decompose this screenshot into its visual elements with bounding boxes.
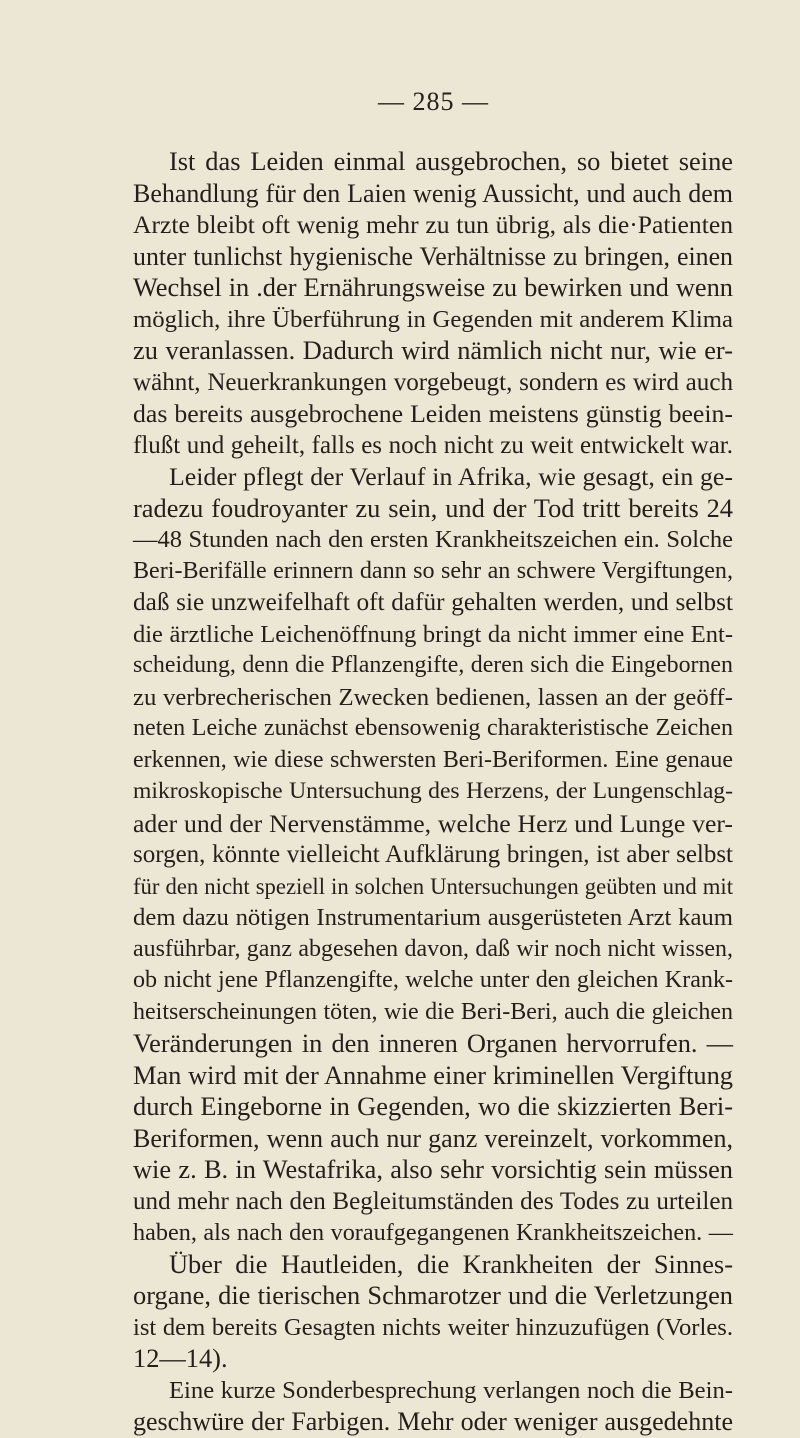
text-line: Ist das Leiden einmal ausgebrochen, so bietet seine [169,146,733,176]
text-line: möglich, ihre Überführung in Gegenden mit anderem Klima [133,305,733,333]
text-line: flußt und geheilt, falls es noch nicht zu weit entwickelt war. [133,431,733,459]
text-line: neten Leiche zunächst ebensowenig charakteristische Zeichen [133,715,733,741]
text-line: ausführbar, ganz abgesehen davon, daß wir noch nicht wissen, [133,935,733,962]
text-line: sorgen, könnte vielleicht Aufklärung bringen, ist aber selbst [133,841,733,868]
text-line: Leider pflegt der Verlauf in Afrika, wie gesagt, ein ge- [169,462,733,491]
text-line: ist dem bereits Gesagten nichts weiter hinzuzufügen (Vorles. [133,1313,733,1341]
text-line: Wechsel in .der Ernährungsweise zu bewirken und wenn [133,272,733,302]
text-line: Man wird mit der Annahme einer kriminellen Vergiftung [133,1059,733,1090]
text-line: wie z. B. in Westafrika, also sehr vorsichtig sein müssen [133,1154,733,1184]
text-line: unter tunlichst hygienische Verhältnisse zu bringen, einen [133,241,733,271]
text-line: Beriformen, wenn auch nur ganz vereinzelt, vorkommen, [133,1123,733,1153]
text-line: organe, die tierischen Schmarotzer und die Verletzungen [133,1280,733,1310]
text-line: —48 Stunden nach den ersten Krankheitszeichen ein. Solche [133,526,733,553]
text-line: Eine kurze Sonderbesprechung verlangen noch die Bein- [169,1376,733,1404]
text-line: Veränderungen in den inneren Organen hervorrufen. — [133,1028,733,1058]
text-line: das bereits ausgebrochene Leiden meistens günstig beein- [133,399,733,428]
text-line: für den nicht speziell in solchen Untersuchungen geübten und mit [133,873,733,899]
text-line: ob nicht jene Pflanzengifte, welche unter den gleichen Krank- [133,967,733,993]
text-line: durch Eingeborne in Gegenden, wo die skizzierten Beri- [133,1091,733,1121]
text-line: radezu foudroyanter zu sein, und der Tod tritt bereits 24 [133,492,733,523]
text-line: ader und der Nervenstämme, welche Herz und Lunge ver- [133,808,733,838]
body-text [133,146,733,1438]
text-line: geschwüre der Farbigen. Mehr oder weniger ausgedehnte [133,1407,733,1436]
text-line: dem dazu nötigen Instrumentarium ausgerüsteten Arzt kaum [133,904,733,931]
text-line: 12—14). [133,1343,228,1373]
paragraph-course [133,461,733,1249]
page-number: — 285 — [378,87,489,116]
text-line: haben, als nach den voraufgegangenen Krankheitszeichen. — [133,1219,733,1246]
paragraph-leg-ulcers [133,1375,733,1438]
text-line: erkennen, wie diese schwersten Beri-Beriformen. Eine genaue [133,746,733,773]
text-line: Über die Hautleiden, die Krankheiten der Sinnes- [169,1248,733,1279]
text-line: Behandlung für den Laien wenig Aussicht, und auch dem [133,178,733,208]
text-line: mikroskopische Untersuchung des Herzens, der Lungenschlag- [133,778,733,804]
text-line: scheidung, denn die Pflanzengifte, deren sich die Eingebornen [133,652,733,678]
text-line: und mehr nach den Begleitumständen des Todes zu urteilen [133,1187,733,1215]
text-line: daß sie unzweifelhaft oft dafür gehalten werden, und selbst [133,588,733,616]
paragraph-treatment [133,146,733,461]
text-line: Beri-Berifälle erinnern dann so sehr an schwere Vergiftungen, [133,557,733,584]
text-line: Arzte bleibt oft wenig mehr zu tun übrig, als die·Patienten [133,210,733,239]
text-line: die ärztliche Leichenöffnung bringt da nicht immer eine Ent- [133,620,733,648]
text-line: heitserscheinungen töten, wie die Beri-Beri, auch die gleichen [133,998,733,1025]
text-line: zu verbrecherischen Zwecken bedienen, lassen an der geöff- [133,683,733,711]
text-line: wähnt, Neuerkrankungen vorgebeugt, sondern es wird auch [133,368,733,396]
text-line: zu veranlassen. Dadurch wird nämlich nicht nur, wie er- [133,335,733,365]
paragraph-skin-diseases [133,1249,733,1375]
